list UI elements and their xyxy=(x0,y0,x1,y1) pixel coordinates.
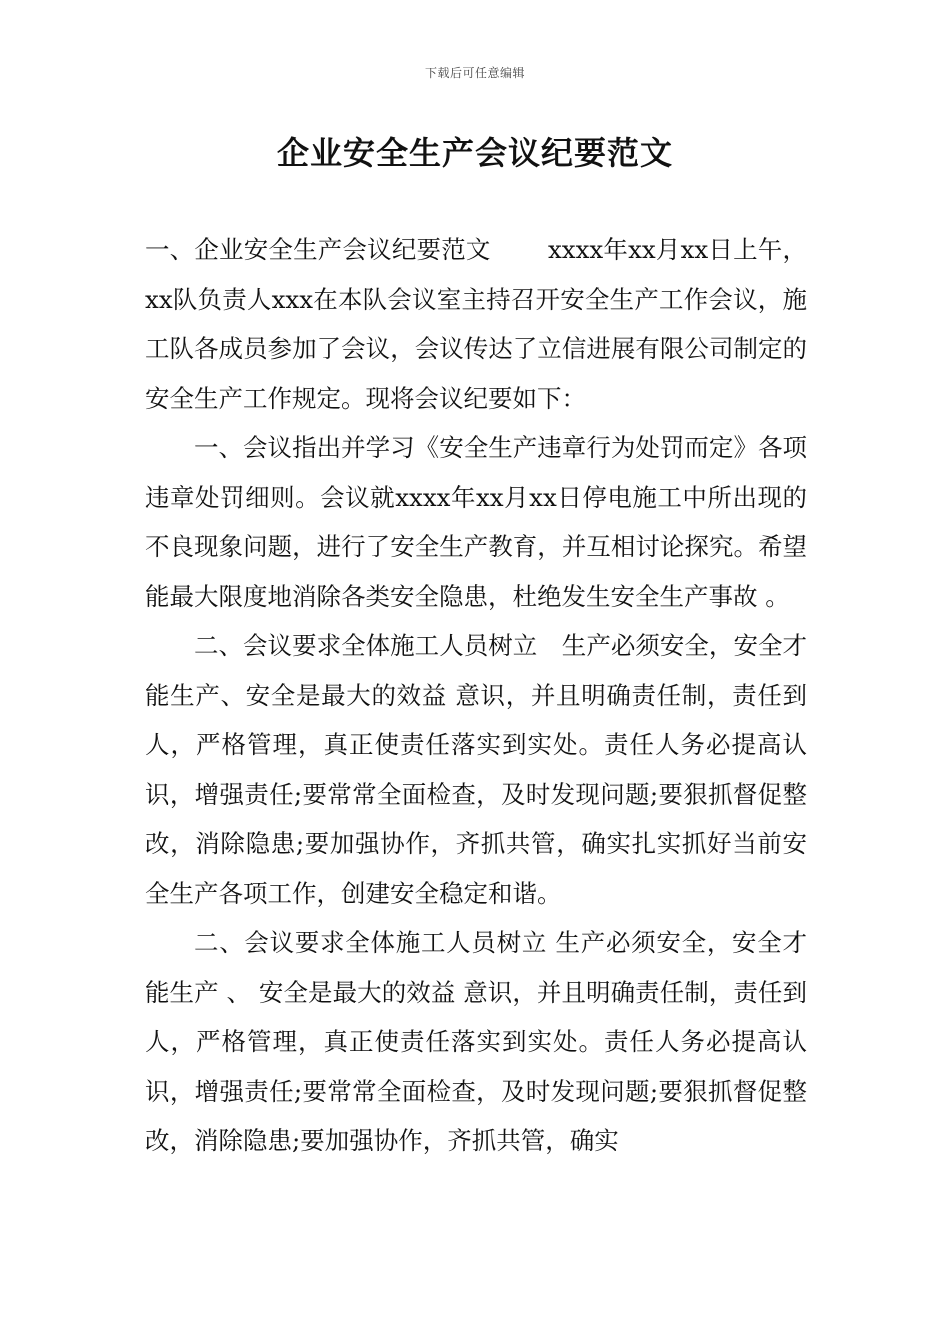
paragraph: 一、企业安全生产会议纪要范文 xxxx年xx月xx日上午，xx队负责人xxx在本队会议室主持召开安全生产工作会议，施工队各成员参加了会议，会议传达了立信进展有限公司制定的安全生产工作规定。现将会议纪要如下： xyxy=(145,235,807,413)
header-note: 下载后可任意编辑 xyxy=(424,66,525,80)
paragraph: 二、会议要求全体施工人员树立 生产必须安全，安全才能生产 、 安全是最大的效益 意识，并且明确责任制，责任到人，严格管理，真正使责任落实到实处。责任人务必提高认识，增强责任;要常常全面检查，及时发现问题;要狠抓督促整改，消除隐患;要加强协作，齐抓共管，确实 xyxy=(145,928,807,1155)
paragraph: 一、会议指出并学习《安全生产违章行为处罚而定》各项违章处罚细则。会议就xxxx年xx月xx日停电施工中所出现的不良现象问题，进行了安全生产教育，并互相讨论探究。希望能最大限度地消除各类安全隐患，杜绝发生安全生产事故 。 xyxy=(145,433,807,611)
paragraph: 二、会议要求全体施工人员树立 生产必须安全，安全才能生产、安全是最大的效益 意识，并且明确责任制，责任到人，严格管理，真正使责任落实到实处。责任人务必提高认识，增强责任;要常常全面检查，及时发现问题;要狠抓督促整改，消除隐患;要加强协作，齐抓共管，确实扎实抓好当前安全生产各项工作，创建安全稳定和谐。 xyxy=(145,631,807,908)
document-body xyxy=(145,225,807,1166)
document-title: 企业安全生产会议纪要范文 xyxy=(276,134,673,172)
